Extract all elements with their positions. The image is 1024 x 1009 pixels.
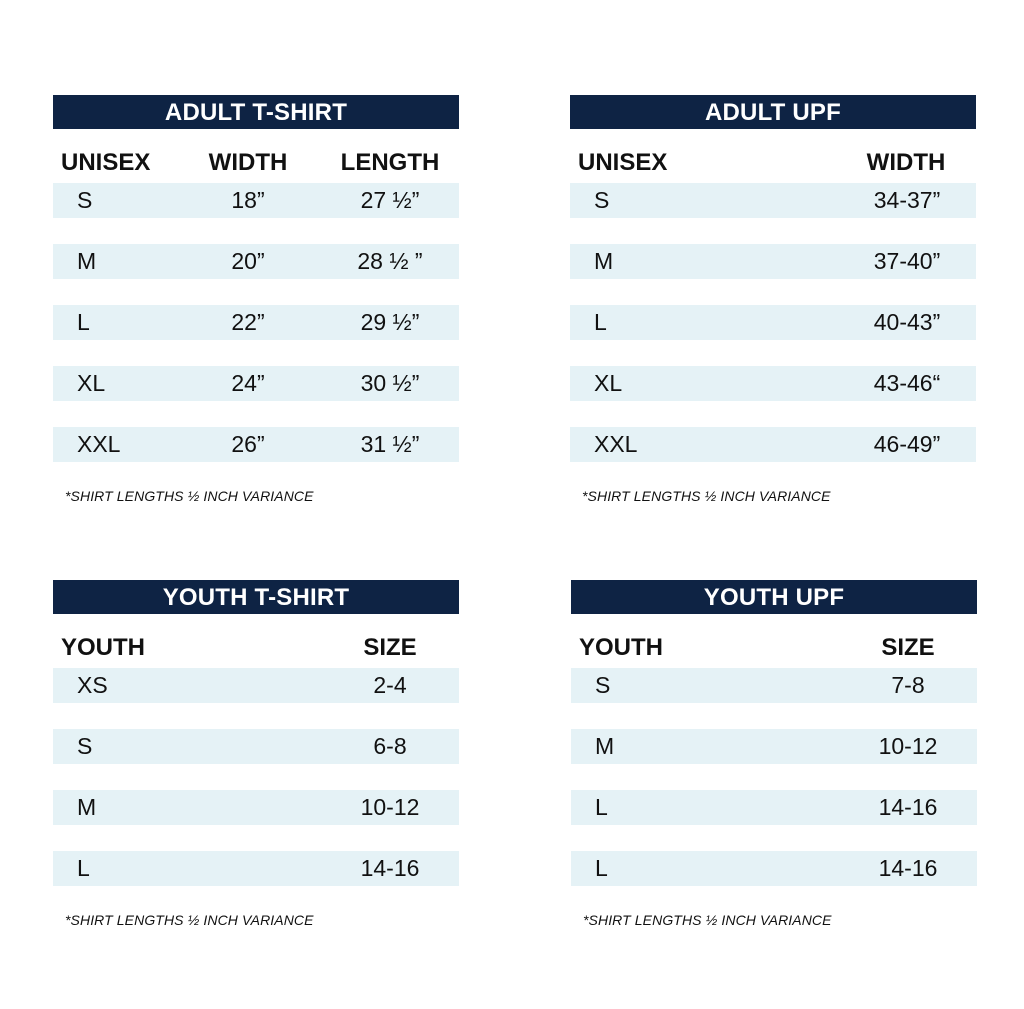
- width-cell: 46-49”: [873, 431, 941, 457]
- size-cell: XXL: [594, 431, 638, 457]
- width-cell: 22”: [231, 309, 265, 335]
- youth-size-cell: M: [595, 733, 615, 759]
- age-range-cell: 14-16: [360, 855, 420, 881]
- header-unisex: UNISEX: [578, 149, 668, 176]
- length-cell: 30 ½”: [360, 370, 420, 396]
- table-row: [570, 305, 976, 340]
- table-title: ADULT T-SHIRT: [53, 95, 459, 129]
- variance-note: *SHIRT LENGTHS ½ INCH VARIANCE: [65, 912, 314, 928]
- width-cell: 34-37”: [873, 187, 941, 213]
- age-range-cell: 7-8: [891, 672, 925, 698]
- youth-size-cell: L: [595, 794, 608, 820]
- table-row: [53, 427, 459, 462]
- header-length: LENGTH: [340, 149, 440, 176]
- width-cell: 37-40”: [873, 248, 941, 274]
- table-row: [571, 851, 977, 886]
- size-cell: L: [594, 309, 607, 335]
- table-row: [53, 851, 459, 886]
- size-cell: M: [77, 248, 97, 274]
- size-cell: L: [77, 309, 90, 335]
- youth-upf-table: [571, 580, 977, 928]
- table-row: [571, 790, 977, 825]
- table-row: [53, 729, 459, 764]
- table-title: ADULT UPF: [570, 95, 976, 129]
- size-cell: S: [77, 187, 93, 213]
- table-row: [53, 183, 459, 218]
- table-row: [53, 790, 459, 825]
- age-range-cell: 10-12: [360, 794, 420, 820]
- length-cell: 31 ½”: [360, 431, 420, 457]
- variance-note: *SHIRT LENGTHS ½ INCH VARIANCE: [582, 488, 831, 504]
- age-range-cell: 14-16: [878, 794, 938, 820]
- table-row: [571, 729, 977, 764]
- header-youth: YOUTH: [61, 634, 145, 661]
- width-cell: 20”: [231, 248, 265, 274]
- size-cell: S: [594, 187, 610, 213]
- width-cell: 40-43”: [873, 309, 941, 335]
- header-unisex: UNISEX: [61, 149, 151, 176]
- width-cell: 24”: [231, 370, 265, 396]
- header-size: SIZE: [881, 634, 935, 661]
- width-cell: 18”: [231, 187, 265, 213]
- header-row: [53, 129, 459, 183]
- header-width: WIDTH: [866, 149, 946, 176]
- youth-size-cell: S: [595, 672, 611, 698]
- size-cell: XL: [77, 370, 106, 396]
- age-range-cell: 14-16: [878, 855, 938, 881]
- youth-size-cell: L: [595, 855, 608, 881]
- header-youth: YOUTH: [579, 634, 663, 661]
- length-cell: 28 ½ ”: [357, 248, 423, 274]
- header-row: [571, 614, 977, 668]
- youth-size-cell: M: [77, 794, 97, 820]
- table-row: [571, 668, 977, 703]
- youth-size-cell: L: [77, 855, 90, 881]
- table-row: [570, 366, 976, 401]
- size-cell: M: [594, 248, 614, 274]
- header-row: [53, 614, 459, 668]
- youth-size-cell: XS: [77, 672, 108, 698]
- table-row: [53, 366, 459, 401]
- table-row: [53, 244, 459, 279]
- table-row: [570, 427, 976, 462]
- table-title: YOUTH UPF: [571, 580, 977, 614]
- width-cell: 26”: [231, 431, 265, 457]
- age-range-cell: 10-12: [878, 733, 938, 759]
- youth-size-cell: S: [77, 733, 93, 759]
- size-cell: XL: [594, 370, 623, 396]
- header-width: WIDTH: [208, 149, 288, 176]
- table-title: YOUTH T-SHIRT: [53, 580, 459, 614]
- width-cell: 43-46“: [873, 370, 941, 396]
- adult-upf-table: [570, 95, 976, 504]
- table-row: [570, 183, 976, 218]
- variance-note: *SHIRT LENGTHS ½ INCH VARIANCE: [583, 912, 832, 928]
- header-size: SIZE: [363, 634, 417, 661]
- age-range-cell: 2-4: [373, 672, 407, 698]
- adult-tshirt-table: [53, 95, 459, 504]
- header-row: [570, 129, 976, 183]
- youth-tshirt-table: [53, 580, 459, 928]
- size-cell: XXL: [77, 431, 121, 457]
- table-row: [53, 305, 459, 340]
- table-row: [53, 668, 459, 703]
- length-cell: 29 ½”: [360, 309, 420, 335]
- age-range-cell: 6-8: [373, 733, 407, 759]
- length-cell: 27 ½”: [360, 187, 420, 213]
- table-row: [570, 244, 976, 279]
- variance-note: *SHIRT LENGTHS ½ INCH VARIANCE: [65, 488, 314, 504]
